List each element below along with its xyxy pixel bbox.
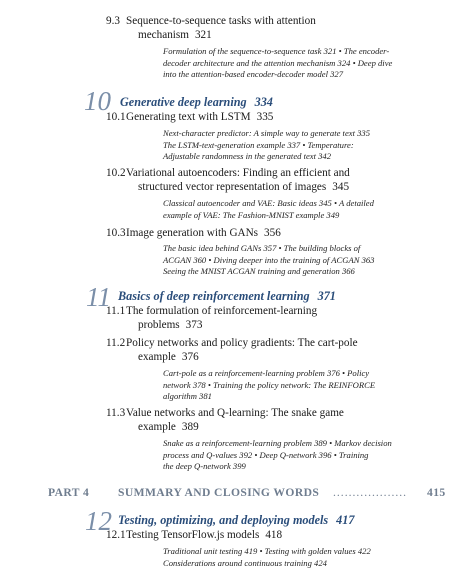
section-title-line1: Testing TensorFlow.js models xyxy=(126,529,260,541)
toc-section-10-2[interactable] xyxy=(106,166,446,194)
toc-subsections-10-2 xyxy=(163,198,433,221)
subsection-line: Cart-pole as a reinforcement-learning problem 376 • Policy xyxy=(163,368,370,378)
subsection-line: decoder architecture and the attention mechanism 324 • Deep dive xyxy=(163,57,393,68)
subsection-line: Snake as a reinforcement-learning problem 389 • Markov decision xyxy=(163,438,392,448)
subsection-line: network 378 • Training the policy network: The REINFORCE xyxy=(163,379,376,390)
part-leader-dots: ................... xyxy=(333,486,408,499)
toc-section-11-3[interactable] xyxy=(106,406,446,434)
section-number: 10.3 xyxy=(106,227,126,239)
subsection-line: into the attention-based encoder-decoder model 327 xyxy=(163,69,344,80)
chapter-page: 417 xyxy=(336,513,355,527)
toc-subsections-11-2 xyxy=(163,368,433,403)
subsection-line: example of VAE: The Fashion-MNIST example 349 xyxy=(163,209,340,220)
section-page: 389 xyxy=(181,421,199,433)
toc-section-9-3[interactable] xyxy=(106,14,446,42)
section-number: 11.3 xyxy=(106,407,126,419)
subsection-line: process and Q-values 392 • Deep Q-network 396 • Training xyxy=(163,449,369,460)
section-title-line1: Sequence-to-sequence tasks with attention xyxy=(126,15,316,27)
section-page: 321 xyxy=(194,29,212,41)
subsection-line: the deep Q-network 399 xyxy=(163,461,246,472)
toc-subsections-10-1 xyxy=(163,128,433,163)
section-page: 345 xyxy=(332,181,350,193)
chapter-page: 371 xyxy=(317,289,336,303)
chapter-page: 334 xyxy=(254,95,273,109)
section-title-line1: Generating text with LSTM xyxy=(126,111,251,123)
section-page: 376 xyxy=(181,351,199,363)
section-number: 12.1 xyxy=(106,529,126,541)
section-page: 373 xyxy=(185,319,203,331)
section-page: 335 xyxy=(256,111,274,123)
chapter-number: 11 xyxy=(86,282,111,312)
section-title-line1: Policy networks and policy gradients: The cart-pole xyxy=(126,337,358,349)
toc-subsections-10-3 xyxy=(163,243,433,278)
toc-section-10-3[interactable] xyxy=(106,226,446,240)
toc-subsections-12-1 xyxy=(163,546,433,569)
subsection-line: The LSTM-text-generation example 337 • Temperature: xyxy=(163,139,354,150)
subsection-line: Next-character predictor: A simple way to generate text 335 xyxy=(163,128,370,138)
section-title-line1: Image generation with GANs xyxy=(126,227,259,239)
section-title-line1: The formulation of reinforcement-learning xyxy=(126,305,318,317)
chapter-title: Generative deep learning xyxy=(120,95,247,109)
section-number: 11.2 xyxy=(106,337,126,349)
part-page: 415 xyxy=(427,486,446,499)
section-number: 10.2 xyxy=(106,167,126,179)
section-title-line1: Value networks and Q-learning: The snake game xyxy=(126,407,344,419)
toc-subsections-9-3 xyxy=(163,46,433,81)
section-title-line1: Variational autoencoders: Finding an efficient and xyxy=(126,167,350,179)
section-title-line2: problems xyxy=(138,319,180,331)
section-page: 418 xyxy=(265,529,283,541)
toc-section-11-1[interactable] xyxy=(106,304,446,332)
subsection-line: ACGAN 360 • Diving deeper into the training of ACGAN 363 xyxy=(163,254,375,265)
section-number: 9.3 xyxy=(106,15,120,27)
chapter-number: 12 xyxy=(85,506,112,536)
subsection-line: Classical autoencoder and VAE: Basic ideas 345 • A detailed xyxy=(163,198,374,208)
subsection-line: Considerations around continuous training 424 xyxy=(163,557,327,568)
toc-section-10-1[interactable] xyxy=(106,110,446,124)
section-number: 11.1 xyxy=(106,305,126,317)
section-title-line2: mechanism xyxy=(138,29,189,41)
toc-section-12-1[interactable] xyxy=(106,528,446,542)
section-number: 10.1 xyxy=(106,111,126,123)
subsection-line: algorithm 381 xyxy=(163,391,212,402)
section-title-line2: example xyxy=(138,421,176,433)
chapter-number: 10 xyxy=(84,86,111,116)
subsection-line: Seeing the MNIST ACGAN training and generation 366 xyxy=(163,266,355,277)
section-title-line2: structured vector representation of images xyxy=(138,181,327,193)
subsection-line: Adjustable randomness in the generated text 342 xyxy=(163,151,332,162)
section-title-line2: example xyxy=(138,351,176,363)
subsection-line: Formulation of the sequence-to-sequence task 321 • The encoder- xyxy=(163,46,390,56)
section-page: 356 xyxy=(264,227,281,239)
subsection-line: Traditional unit testing 419 • Testing with golden values 422 xyxy=(163,546,371,556)
part-title: SUMMARY AND CLOSING WORDS xyxy=(118,486,320,499)
part-label: PART 4 xyxy=(48,486,90,499)
chapter-title: Testing, optimizing, and deploying models xyxy=(118,513,329,527)
toc-section-11-2[interactable] xyxy=(106,336,446,364)
toc-subsections-11-3 xyxy=(163,438,433,473)
chapter-title: Basics of deep reinforcement learning xyxy=(118,289,310,303)
subsection-line: The basic idea behind GANs 357 • The building blocks of xyxy=(163,243,361,253)
toc-part-4[interactable] xyxy=(48,486,446,499)
